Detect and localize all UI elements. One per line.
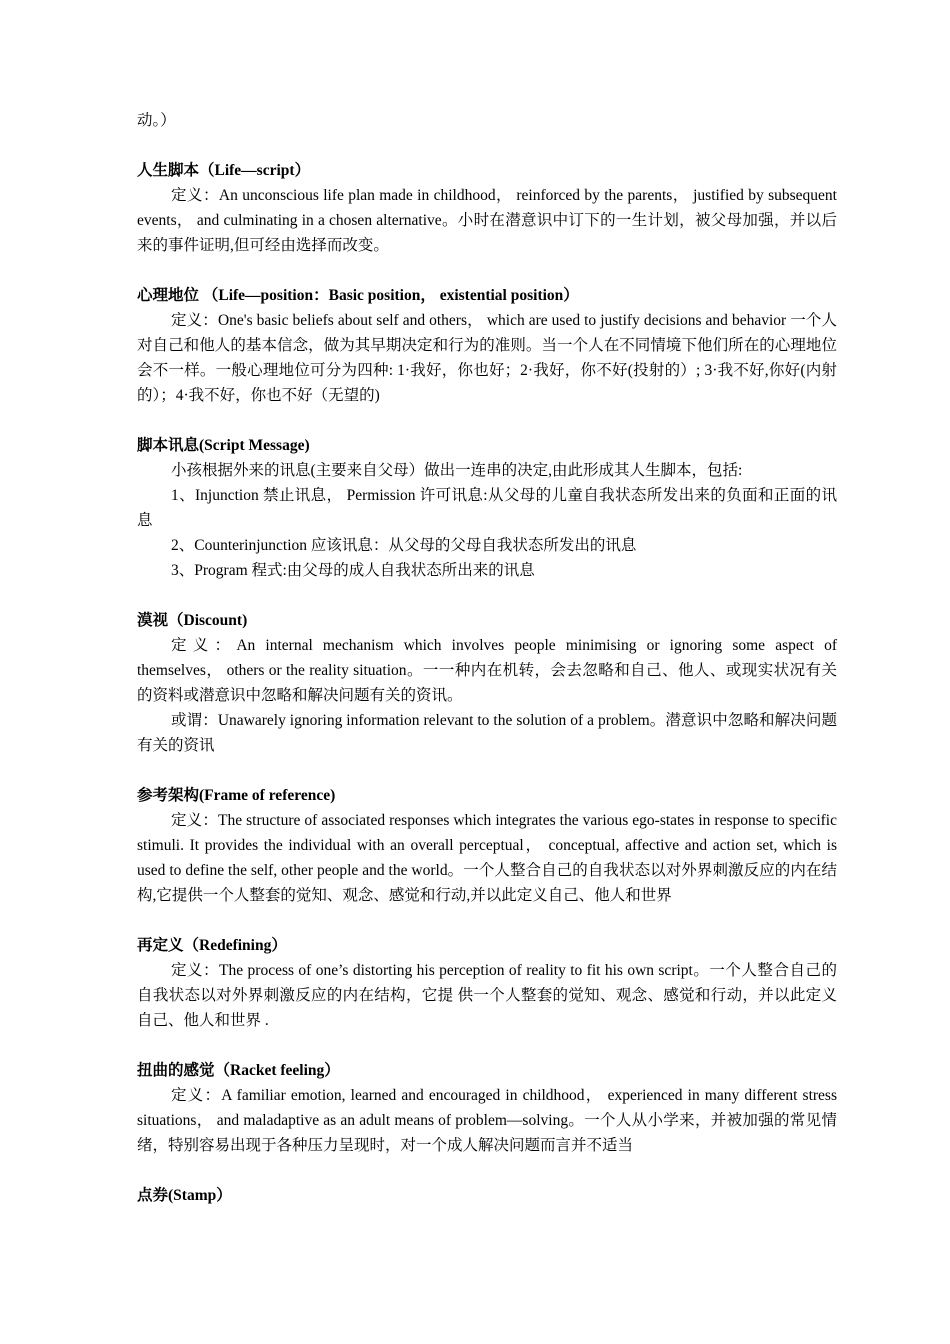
definition-paragraph: 定义：A familiar emotion, learned and encouraged in childhood， experienced in many different stress situations， and maladaptive as an adult means of problem—solving。一个人从小学来，并被加强的常见情绪，特别容易出现于各种压力呈现时，对一个成人解决问题而言并不适当 <box>137 1087 837 1154</box>
section-heading: 参考架构(Frame of reference) <box>137 787 336 804</box>
lead-text: 动。） <box>137 112 176 129</box>
section-heading: 再定义（Redefining） <box>137 937 287 954</box>
section-script-message <box>137 433 837 583</box>
section-heading: 点券(Stamp） <box>137 1187 232 1204</box>
section-redefining <box>137 933 837 1033</box>
definition-paragraph: 定义：An internal mechanism which involves people minimising or ignoring some aspect of themselves， others or the reality situation。一一种内在机转，会去忽略和自己、他人、或现实状况有关的资料或潜意识中忽略和解决问题有关的资讯。 <box>137 637 837 704</box>
list-item: 1、Injunction 禁止讯息， Permission 许可讯息:从父母的儿童自我状态所发出来的负面和正面的讯息 <box>137 487 837 529</box>
list-item: 2、Counterinjunction 应该讯息：从父母的父母自我状态所发出的讯息 <box>171 537 637 554</box>
section-heading: 扭曲的感觉（Racket feeling） <box>137 1062 340 1079</box>
section-heading: 脚本讯息(Script Message) <box>137 437 310 454</box>
section-frame-of-reference <box>137 783 837 908</box>
section-racket-feeling <box>137 1058 837 1158</box>
section-stamp <box>137 1183 837 1208</box>
definition-paragraph: 定义：One's basic beliefs about self and others， which are used to justify decisions and behavior 一个人对自己和他人的基本信念，做为其早期决定和行为的准则。当一个人在不同情境下他们所在的心理地位会不一样。一般心理地位可分为四种: 1·我好，你也好；2·我好，你不好(投射的）; 3·我不好,你好(内射的）；4·我不好，你也不好（无望的) <box>137 312 837 404</box>
body-paragraph: 或谓：Unawarely ignoring information relevant to the solution of a problem。潜意识中忽略和解决问题有关的资讯 <box>137 712 837 754</box>
list-item: 3、Program 程式:由父母的成人自我状态所出来的讯息 <box>171 562 535 579</box>
section-discount <box>137 608 837 758</box>
body-paragraph: 小孩根据外来的讯息(主要来自父母）做出一连串的决定,由此形成其人生脚本，包括: <box>171 462 743 479</box>
section-life-position <box>137 283 837 408</box>
definition-paragraph: 定义：An unconscious life plan made in childhood， reinforced by the parents， justified by subsequent events， and culminating in a chosen alternative。小时在潜意识中订下的一生计划，被父母加强，并以后来的事件证明,但可经由选择而改变。 <box>137 187 837 254</box>
definition-paragraph: 定义：The process of one’s distorting his perception of reality to fit his own script。一个人整合自己的自我状态以对外界刺激反应的内在结构，它提 供一个人整套的觉知、观念、感觉和行动，并以此定义自己、他人和世界 . <box>137 962 837 1029</box>
section-heading: 漠视（Discount) <box>137 612 248 629</box>
section-heading: 人生脚本（Life—script） <box>137 162 311 179</box>
section-heading: 心理地位 （Life—position：Basic position， existential position） <box>137 287 579 304</box>
section-life-script <box>137 158 837 258</box>
document-page <box>137 108 837 1208</box>
definition-paragraph: 定义：The structure of associated responses which integrates the various ego-states in response to specific stimuli. It provides the individual with an overall perceptual， conceptual, affective and action set, which is used to define the self, other people and the world。一个人整合自己的自我状态以对外界刺激反应的内在结构,它提供一个人整套的觉知、观念、感觉和行动,并以此定义自己、他人和世界 <box>137 812 837 904</box>
